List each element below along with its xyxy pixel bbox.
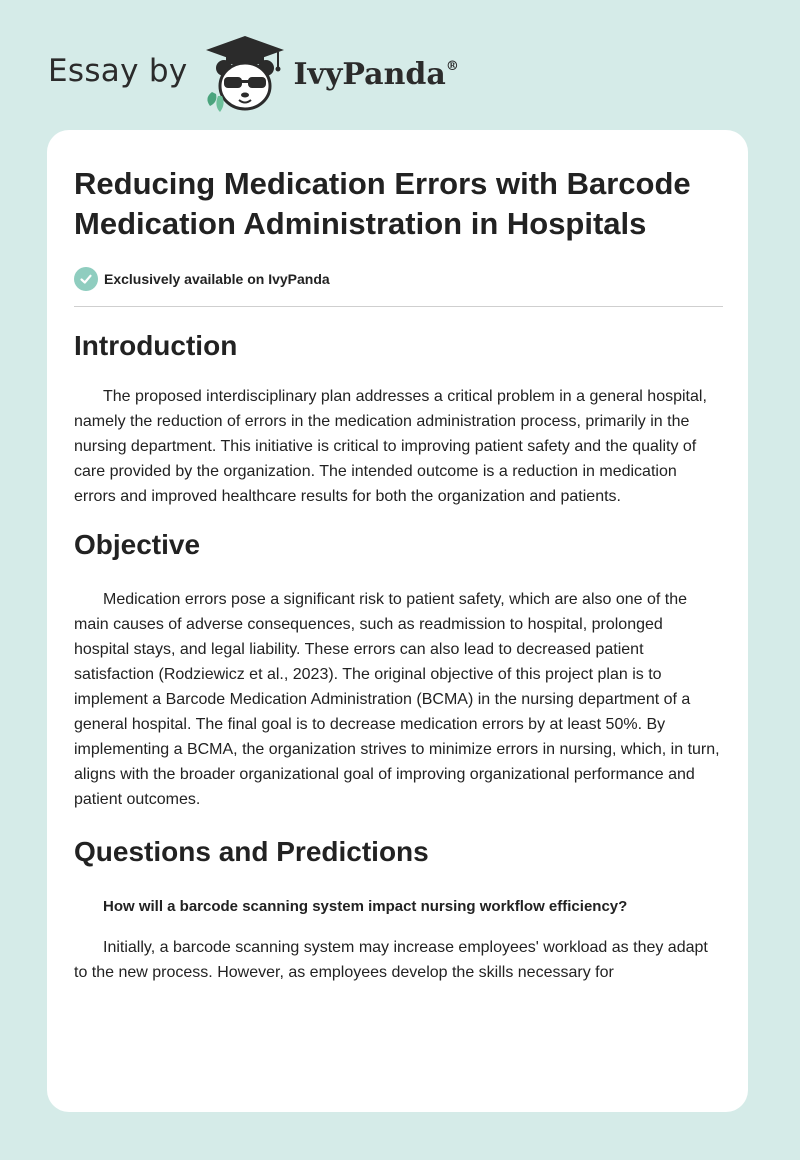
essay-card [47, 130, 748, 1112]
essay-by-label: Essay by [48, 53, 188, 89]
section-paragraph-objective: Medication errors pose a significant risk to patient safety, which are also one of the main causes of adverse consequences, such as readmission to hospital, prolonged hospital stays, and legal liability. These errors can also lead to decreased patient satisfaction (Rodziewicz et al., 2023). The original objective of this project plan is to implement a Barcode Medication Administration (BCMA) in the nursing department of a general hospital. The final goal is to decrease medication errors by at least 50%. By implementing a BCMA, the organization strives to minimize errors in nursing, which, in turn, aligns with the broader organizational goal of improving organizational performance and patient outcomes. [74, 591, 720, 808]
exclusive-label: Exclusively available on IvyPanda [104, 271, 330, 287]
question-subheading: How will a barcode scanning system impact nursing workflow efficiency? [103, 898, 628, 915]
section-heading-questions: Questions and Predictions [74, 836, 429, 867]
panda-graduate-icon [202, 34, 288, 114]
section-heading-objective: Objective [74, 529, 201, 560]
divider [74, 306, 723, 307]
site-header [48, 34, 459, 114]
page-title: Reducing Medication Errors with Barcode Medication Administration in Hospitals [74, 166, 691, 241]
exclusive-badge [74, 266, 721, 292]
brand-name: IvyPanda® [293, 56, 459, 92]
check-circle-icon [74, 267, 98, 291]
section-paragraph-questions: Initially, a barcode scanning system may increase employees' workload as they adapt to the new process. However, as employees develop the skills necessary for [74, 939, 708, 981]
section-heading-introduction: Introduction [74, 330, 238, 361]
section-paragraph-introduction: The proposed interdisciplinary plan addresses a critical problem in a general hospital, namely the reduction of errors in the medication administration process, primarily in the nursing department. This initiative is critical to improving patient safety and the quality of care provided by the organization. The intended outcome is a reduction in medication errors and improved healthcare results for both the organization and patients. [74, 388, 707, 505]
